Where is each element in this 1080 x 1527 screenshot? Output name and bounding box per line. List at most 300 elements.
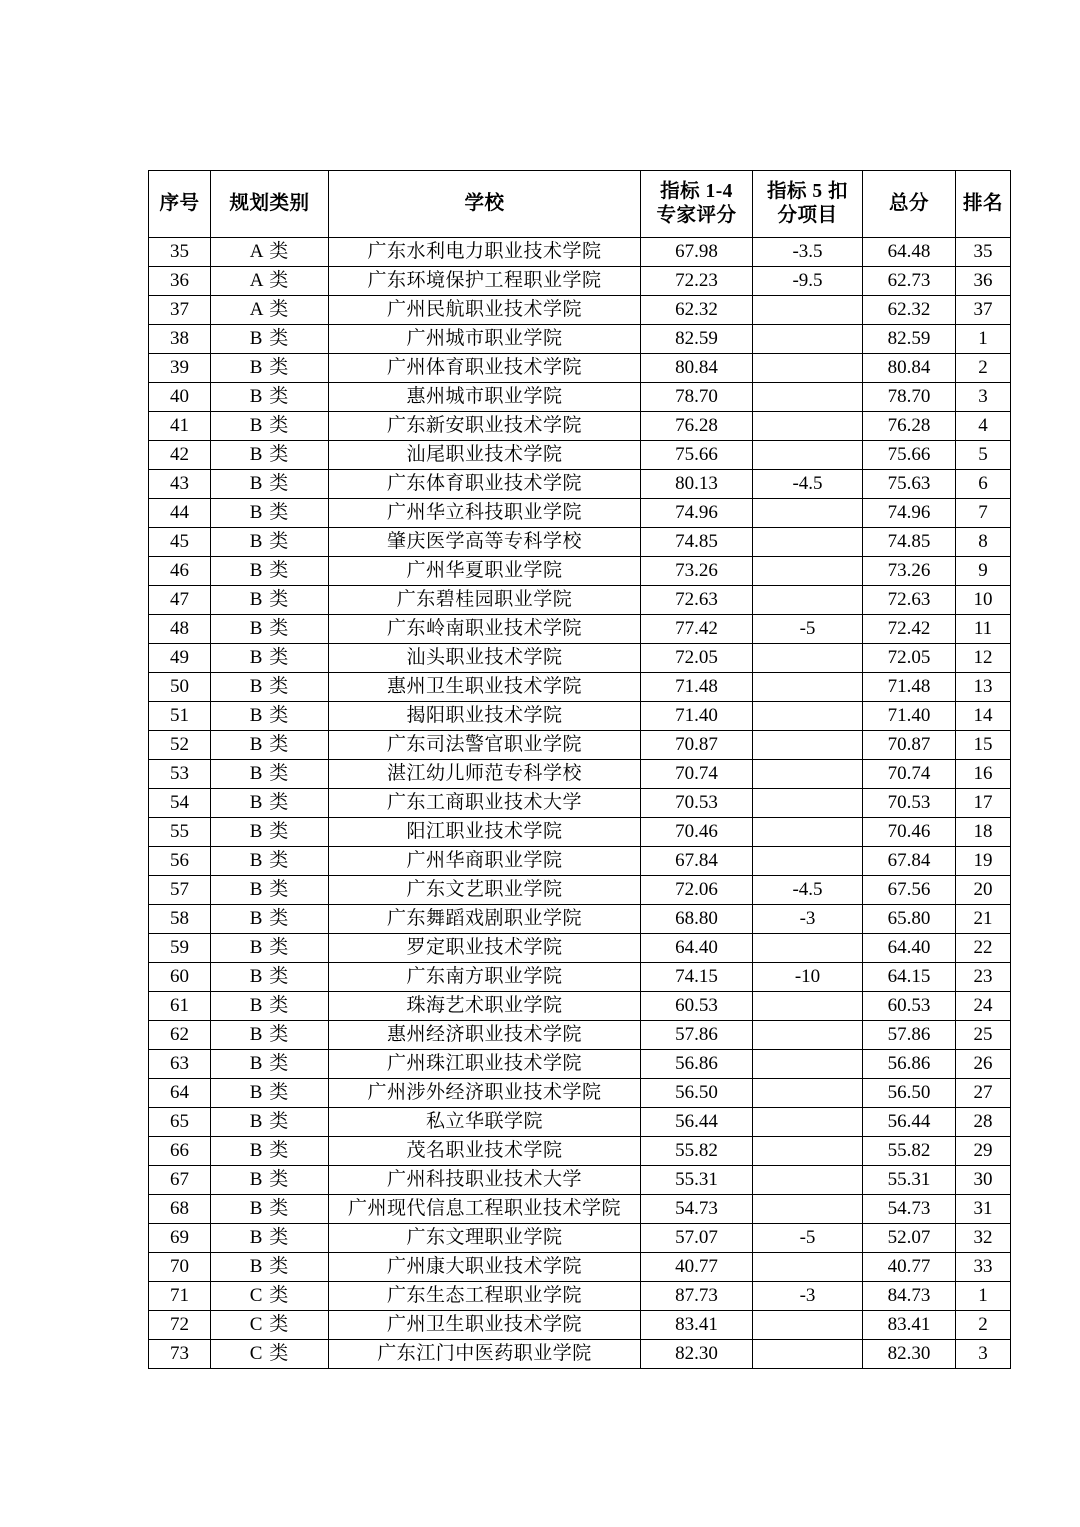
cell-deduction: -3 (753, 905, 863, 934)
table-row (149, 499, 1011, 528)
cell-deduction (753, 644, 863, 673)
cell-sequence: 48 (149, 615, 211, 644)
cell-expert-score: 64.40 (641, 934, 753, 963)
cell-deduction (753, 1166, 863, 1195)
cell-rank: 33 (956, 1253, 1011, 1282)
table-row (149, 325, 1011, 354)
cell-total-score: 70.87 (863, 731, 956, 760)
cell-rank: 1 (956, 1282, 1011, 1311)
cell-school: 广东文理职业学院 (329, 1224, 641, 1253)
cell-total-score: 65.80 (863, 905, 956, 934)
cell-rank: 11 (956, 615, 1011, 644)
cell-sequence: 64 (149, 1079, 211, 1108)
cell-category: B 类 (211, 1166, 329, 1195)
table-row (149, 1224, 1011, 1253)
cell-rank: 10 (956, 586, 1011, 615)
cell-deduction: -5 (753, 1224, 863, 1253)
cell-expert-score: 72.06 (641, 876, 753, 905)
cell-rank: 17 (956, 789, 1011, 818)
cell-category: C 类 (211, 1311, 329, 1340)
table-row (149, 1166, 1011, 1195)
table-row (149, 586, 1011, 615)
cell-sequence: 63 (149, 1050, 211, 1079)
cell-total-score: 72.42 (863, 615, 956, 644)
cell-expert-score: 70.74 (641, 760, 753, 789)
column-header-school (329, 171, 641, 238)
cell-deduction (753, 1021, 863, 1050)
cell-expert-score: 56.86 (641, 1050, 753, 1079)
cell-school: 惠州卫生职业技术学院 (329, 673, 641, 702)
table-row (149, 992, 1011, 1021)
cell-school: 广东岭南职业技术学院 (329, 615, 641, 644)
cell-total-score: 75.63 (863, 470, 956, 499)
cell-sequence: 50 (149, 673, 211, 702)
cell-expert-score: 78.70 (641, 383, 753, 412)
cell-total-score: 71.40 (863, 702, 956, 731)
cell-deduction: -9.5 (753, 267, 863, 296)
cell-total-score: 74.96 (863, 499, 956, 528)
cell-deduction (753, 760, 863, 789)
cell-deduction: -4.5 (753, 876, 863, 905)
cell-expert-score: 83.41 (641, 1311, 753, 1340)
cell-deduction (753, 1050, 863, 1079)
column-header-sequence (149, 171, 211, 238)
cell-school: 广东文艺职业学院 (329, 876, 641, 905)
cell-expert-score: 55.82 (641, 1137, 753, 1166)
cell-deduction (753, 1195, 863, 1224)
cell-school: 广东司法警官职业学院 (329, 731, 641, 760)
cell-sequence: 51 (149, 702, 211, 731)
cell-total-score: 56.86 (863, 1050, 956, 1079)
cell-total-score: 75.66 (863, 441, 956, 470)
cell-total-score: 84.73 (863, 1282, 956, 1311)
cell-deduction (753, 1079, 863, 1108)
cell-expert-score: 67.98 (641, 238, 753, 267)
cell-deduction (753, 499, 863, 528)
cell-rank: 22 (956, 934, 1011, 963)
cell-category: B 类 (211, 818, 329, 847)
cell-school: 汕头职业技术学院 (329, 644, 641, 673)
cell-expert-score: 72.23 (641, 267, 753, 296)
cell-deduction (753, 528, 863, 557)
column-header-school-line-1: 学校 (464, 192, 505, 214)
table-row (149, 789, 1011, 818)
cell-deduction (753, 557, 863, 586)
cell-deduction: -5 (753, 615, 863, 644)
cell-deduction (753, 1311, 863, 1340)
table-row (149, 1282, 1011, 1311)
cell-total-score: 80.84 (863, 354, 956, 383)
cell-expert-score: 70.46 (641, 818, 753, 847)
cell-rank: 26 (956, 1050, 1011, 1079)
cell-rank: 1 (956, 325, 1011, 354)
cell-category: B 类 (211, 354, 329, 383)
cell-rank: 30 (956, 1166, 1011, 1195)
cell-total-score: 57.86 (863, 1021, 956, 1050)
cell-total-score: 78.70 (863, 383, 956, 412)
cell-school: 广州华立科技职业学院 (329, 499, 641, 528)
cell-category: B 类 (211, 470, 329, 499)
cell-expert-score: 56.44 (641, 1108, 753, 1137)
cell-category: B 类 (211, 557, 329, 586)
cell-sequence: 41 (149, 412, 211, 441)
cell-school: 广东江门中医药职业学院 (329, 1340, 641, 1369)
cell-rank: 18 (956, 818, 1011, 847)
cell-rank: 27 (956, 1079, 1011, 1108)
table-body (149, 238, 1011, 1369)
cell-school: 私立华联学院 (329, 1108, 641, 1137)
cell-deduction (753, 1340, 863, 1369)
cell-rank: 28 (956, 1108, 1011, 1137)
cell-rank: 14 (956, 702, 1011, 731)
column-header-expert-score (641, 171, 753, 238)
cell-school: 惠州城市职业学院 (329, 383, 641, 412)
cell-category: B 类 (211, 1108, 329, 1137)
cell-school: 广州体育职业技术学院 (329, 354, 641, 383)
cell-sequence: 40 (149, 383, 211, 412)
cell-rank: 12 (956, 644, 1011, 673)
cell-deduction (753, 586, 863, 615)
table-row (149, 1050, 1011, 1079)
cell-sequence: 70 (149, 1253, 211, 1282)
cell-total-score: 67.84 (863, 847, 956, 876)
column-header-total (863, 171, 956, 238)
cell-total-score: 70.46 (863, 818, 956, 847)
column-header-total-line-1: 总分 (888, 192, 929, 214)
cell-expert-score: 71.40 (641, 702, 753, 731)
cell-total-score: 40.77 (863, 1253, 956, 1282)
cell-expert-score: 55.31 (641, 1166, 753, 1195)
cell-deduction: -4.5 (753, 470, 863, 499)
cell-total-score: 60.53 (863, 992, 956, 1021)
cell-sequence: 47 (149, 586, 211, 615)
cell-school: 广东体育职业技术学院 (329, 470, 641, 499)
cell-school: 惠州经济职业技术学院 (329, 1021, 641, 1050)
cell-rank: 29 (956, 1137, 1011, 1166)
cell-school: 广州民航职业技术学院 (329, 296, 641, 325)
cell-sequence: 55 (149, 818, 211, 847)
cell-total-score: 64.40 (863, 934, 956, 963)
cell-category: B 类 (211, 499, 329, 528)
cell-school: 汕尾职业技术学院 (329, 441, 641, 470)
cell-sequence: 65 (149, 1108, 211, 1137)
cell-rank: 37 (956, 296, 1011, 325)
cell-category: B 类 (211, 1224, 329, 1253)
cell-deduction (753, 1108, 863, 1137)
cell-sequence: 45 (149, 528, 211, 557)
cell-total-score: 62.73 (863, 267, 956, 296)
table-row (149, 1311, 1011, 1340)
table-row (149, 1021, 1011, 1050)
cell-school: 广东生态工程职业学院 (329, 1282, 641, 1311)
cell-sequence: 36 (149, 267, 211, 296)
cell-expert-score: 75.66 (641, 441, 753, 470)
cell-deduction (753, 383, 863, 412)
table-row (149, 876, 1011, 905)
cell-rank: 3 (956, 383, 1011, 412)
cell-expert-score: 71.48 (641, 673, 753, 702)
cell-sequence: 42 (149, 441, 211, 470)
cell-total-score: 72.63 (863, 586, 956, 615)
cell-deduction (753, 702, 863, 731)
cell-expert-score: 74.96 (641, 499, 753, 528)
column-header-rank (956, 171, 1011, 238)
cell-rank: 32 (956, 1224, 1011, 1253)
cell-school: 广州涉外经济职业技术学院 (329, 1079, 641, 1108)
cell-category: B 类 (211, 1195, 329, 1224)
column-header-category-line-1: 规划类别 (229, 192, 310, 214)
cell-expert-score: 87.73 (641, 1282, 753, 1311)
cell-school: 茂名职业技术学院 (329, 1137, 641, 1166)
table-row (149, 1137, 1011, 1166)
cell-expert-score: 74.85 (641, 528, 753, 557)
cell-sequence: 37 (149, 296, 211, 325)
cell-rank: 4 (956, 412, 1011, 441)
cell-category: B 类 (211, 528, 329, 557)
cell-category: B 类 (211, 673, 329, 702)
cell-deduction (753, 847, 863, 876)
cell-category: B 类 (211, 1137, 329, 1166)
cell-total-score: 56.44 (863, 1108, 956, 1137)
cell-sequence: 61 (149, 992, 211, 1021)
score-table-container (148, 170, 1010, 1369)
cell-category: B 类 (211, 383, 329, 412)
cell-deduction (753, 1253, 863, 1282)
column-header-expert-score-line-1: 指标 1-4 (660, 180, 733, 202)
cell-sequence: 56 (149, 847, 211, 876)
cell-school: 广州华商职业学院 (329, 847, 641, 876)
cell-rank: 13 (956, 673, 1011, 702)
cell-school: 罗定职业技术学院 (329, 934, 641, 963)
cell-school: 湛江幼儿师范专科学校 (329, 760, 641, 789)
cell-rank: 8 (956, 528, 1011, 557)
cell-expert-score: 76.28 (641, 412, 753, 441)
column-header-expert-score-line-2: 专家评分 (656, 205, 737, 226)
table-row (149, 267, 1011, 296)
table-row (149, 296, 1011, 325)
cell-total-score: 82.30 (863, 1340, 956, 1369)
cell-category: C 类 (211, 1282, 329, 1311)
cell-rank: 9 (956, 557, 1011, 586)
cell-total-score: 55.82 (863, 1137, 956, 1166)
cell-school: 揭阳职业技术学院 (329, 702, 641, 731)
cell-expert-score: 72.05 (641, 644, 753, 673)
cell-rank: 35 (956, 238, 1011, 267)
cell-rank: 16 (956, 760, 1011, 789)
cell-expert-score: 40.77 (641, 1253, 753, 1282)
cell-category: B 类 (211, 876, 329, 905)
cell-sequence: 46 (149, 557, 211, 586)
table-row (149, 644, 1011, 673)
column-header-deduction (753, 171, 863, 238)
table-row (149, 1340, 1011, 1369)
cell-school: 广东水利电力职业技术学院 (329, 238, 641, 267)
cell-rank: 7 (956, 499, 1011, 528)
cell-rank: 19 (956, 847, 1011, 876)
cell-expert-score: 57.07 (641, 1224, 753, 1253)
cell-total-score: 54.73 (863, 1195, 956, 1224)
cell-rank: 5 (956, 441, 1011, 470)
cell-school: 广东新安职业技术学院 (329, 412, 641, 441)
cell-sequence: 68 (149, 1195, 211, 1224)
cell-total-score: 62.32 (863, 296, 956, 325)
table-row (149, 557, 1011, 586)
cell-sequence: 67 (149, 1166, 211, 1195)
cell-school: 广东环境保护工程职业学院 (329, 267, 641, 296)
cell-expert-score: 56.50 (641, 1079, 753, 1108)
table-row (149, 847, 1011, 876)
table-row (149, 470, 1011, 499)
cell-expert-score: 82.59 (641, 325, 753, 354)
cell-sequence: 52 (149, 731, 211, 760)
cell-category: C 类 (211, 1340, 329, 1369)
table-row (149, 673, 1011, 702)
cell-sequence: 49 (149, 644, 211, 673)
cell-total-score: 56.50 (863, 1079, 956, 1108)
cell-sequence: 72 (149, 1311, 211, 1340)
cell-expert-score: 77.42 (641, 615, 753, 644)
cell-rank: 2 (956, 354, 1011, 383)
cell-sequence: 38 (149, 325, 211, 354)
cell-total-score: 70.53 (863, 789, 956, 818)
cell-deduction (753, 354, 863, 383)
cell-school: 广东舞蹈戏剧职业学院 (329, 905, 641, 934)
cell-rank: 25 (956, 1021, 1011, 1050)
cell-deduction (753, 673, 863, 702)
cell-total-score: 55.31 (863, 1166, 956, 1195)
cell-expert-score: 60.53 (641, 992, 753, 1021)
cell-sequence: 60 (149, 963, 211, 992)
cell-category: B 类 (211, 760, 329, 789)
cell-total-score: 64.48 (863, 238, 956, 267)
column-header-sequence-line-1: 序号 (159, 192, 200, 214)
cell-category: B 类 (211, 412, 329, 441)
cell-category: A 类 (211, 238, 329, 267)
cell-deduction (753, 1137, 863, 1166)
table-row (149, 963, 1011, 992)
cell-total-score: 70.74 (863, 760, 956, 789)
cell-category: B 类 (211, 1253, 329, 1282)
cell-total-score: 83.41 (863, 1311, 956, 1340)
cell-rank: 21 (956, 905, 1011, 934)
cell-school: 肇庆医学高等专科学校 (329, 528, 641, 557)
cell-school: 广州华夏职业学院 (329, 557, 641, 586)
cell-sequence: 71 (149, 1282, 211, 1311)
cell-deduction: -10 (753, 963, 863, 992)
cell-school: 广州城市职业学院 (329, 325, 641, 354)
cell-expert-score: 82.30 (641, 1340, 753, 1369)
cell-category: B 类 (211, 934, 329, 963)
cell-sequence: 44 (149, 499, 211, 528)
cell-sequence: 35 (149, 238, 211, 267)
cell-total-score: 67.56 (863, 876, 956, 905)
cell-expert-score: 62.32 (641, 296, 753, 325)
table-header-row (149, 171, 1011, 238)
table-row (149, 238, 1011, 267)
cell-sequence: 62 (149, 1021, 211, 1050)
cell-rank: 36 (956, 267, 1011, 296)
cell-category: A 类 (211, 267, 329, 296)
cell-sequence: 59 (149, 934, 211, 963)
cell-school: 广东碧桂园职业学院 (329, 586, 641, 615)
table-row (149, 354, 1011, 383)
cell-expert-score: 54.73 (641, 1195, 753, 1224)
cell-rank: 15 (956, 731, 1011, 760)
evaluation-score-table (148, 170, 1011, 1369)
table-row (149, 1253, 1011, 1282)
cell-expert-score: 74.15 (641, 963, 753, 992)
cell-deduction (753, 934, 863, 963)
cell-deduction (753, 296, 863, 325)
cell-sequence: 53 (149, 760, 211, 789)
cell-deduction (753, 441, 863, 470)
column-header-deduction-line-2: 分项目 (777, 205, 838, 226)
cell-category: B 类 (211, 731, 329, 760)
cell-category: B 类 (211, 905, 329, 934)
cell-school: 广州珠江职业技术学院 (329, 1050, 641, 1079)
cell-school: 广东工商职业技术大学 (329, 789, 641, 818)
cell-deduction: -3 (753, 1282, 863, 1311)
cell-expert-score: 80.84 (641, 354, 753, 383)
cell-total-score: 52.07 (863, 1224, 956, 1253)
cell-category: B 类 (211, 847, 329, 876)
cell-school: 广州卫生职业技术学院 (329, 1311, 641, 1340)
cell-category: B 类 (211, 1079, 329, 1108)
cell-sequence: 57 (149, 876, 211, 905)
column-header-category (211, 171, 329, 238)
cell-total-score: 76.28 (863, 412, 956, 441)
cell-expert-score: 72.63 (641, 586, 753, 615)
cell-deduction (753, 731, 863, 760)
cell-category: B 类 (211, 1050, 329, 1079)
cell-deduction (753, 992, 863, 1021)
cell-category: B 类 (211, 702, 329, 731)
cell-expert-score: 80.13 (641, 470, 753, 499)
cell-school: 广州科技职业技术大学 (329, 1166, 641, 1195)
cell-total-score: 82.59 (863, 325, 956, 354)
table-row (149, 615, 1011, 644)
table-row (149, 528, 1011, 557)
cell-expert-score: 68.80 (641, 905, 753, 934)
cell-total-score: 73.26 (863, 557, 956, 586)
table-row (149, 412, 1011, 441)
cell-deduction (753, 412, 863, 441)
table-row (149, 1079, 1011, 1108)
cell-school: 广东南方职业学院 (329, 963, 641, 992)
cell-rank: 24 (956, 992, 1011, 1021)
cell-deduction (753, 789, 863, 818)
cell-rank: 23 (956, 963, 1011, 992)
table-row (149, 1108, 1011, 1137)
cell-expert-score: 70.53 (641, 789, 753, 818)
cell-rank: 6 (956, 470, 1011, 499)
cell-category: B 类 (211, 325, 329, 354)
cell-total-score: 64.15 (863, 963, 956, 992)
cell-rank: 20 (956, 876, 1011, 905)
cell-category: B 类 (211, 992, 329, 1021)
cell-total-score: 72.05 (863, 644, 956, 673)
cell-deduction (753, 818, 863, 847)
cell-category: A 类 (211, 296, 329, 325)
cell-rank: 31 (956, 1195, 1011, 1224)
cell-sequence: 66 (149, 1137, 211, 1166)
cell-rank: 2 (956, 1311, 1011, 1340)
table-row (149, 731, 1011, 760)
cell-school: 广州康大职业技术学院 (329, 1253, 641, 1282)
table-row (149, 818, 1011, 847)
cell-category: B 类 (211, 1021, 329, 1050)
cell-school: 广州现代信息工程职业技术学院 (329, 1195, 641, 1224)
